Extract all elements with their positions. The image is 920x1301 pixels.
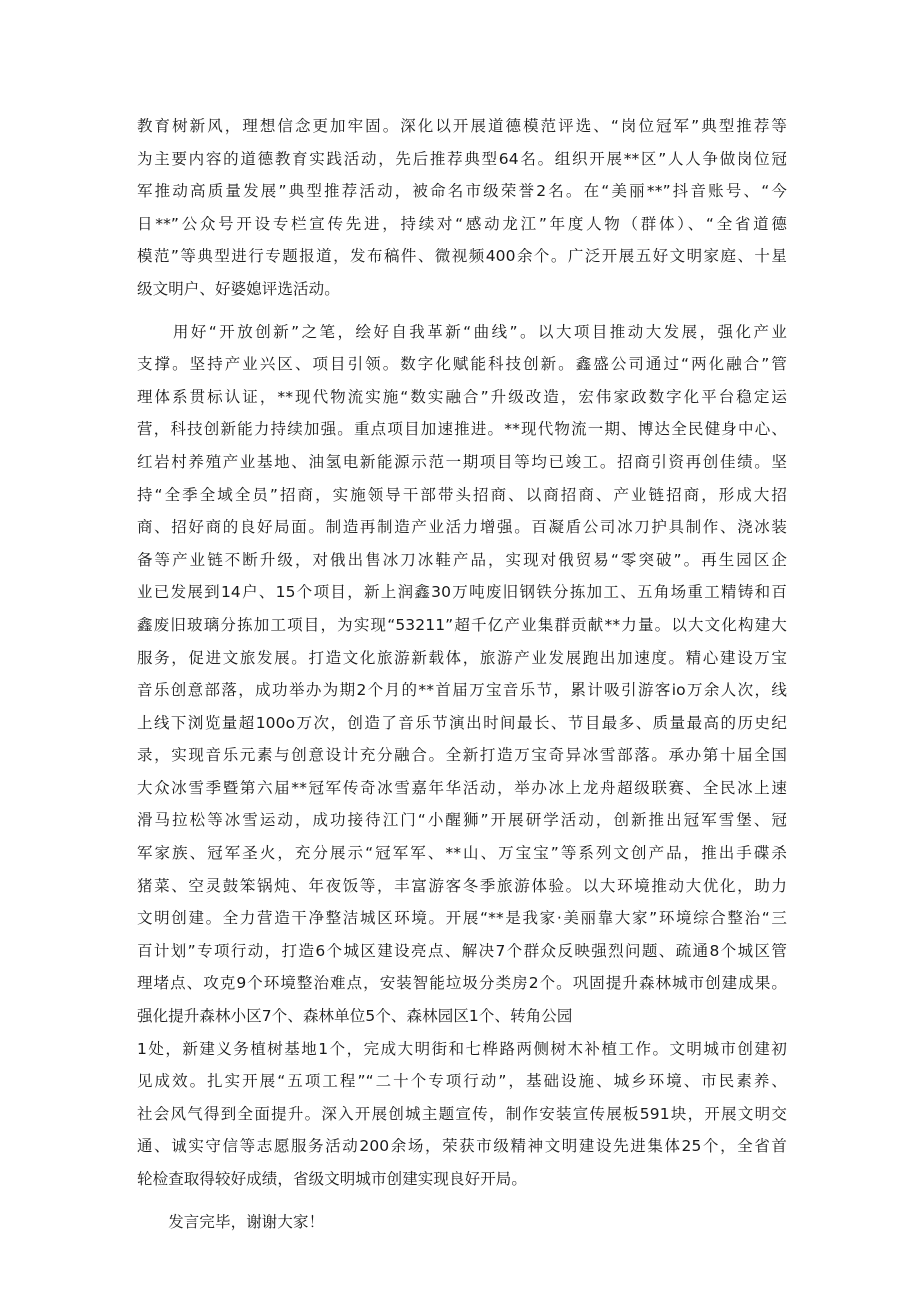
paragraph — [137, 1206, 787, 1239]
text-line: 教育树新风，理想信念更加牢固。深化以开展道德模范评选、“岗位冠军”典型推荐等 — [137, 117, 787, 135]
text-line: 支撑。坚持产业兴区、项目引领。数字化赋能科技创新。鑫盛公司通过“两化融合”管 — [137, 355, 787, 374]
text-line: 营，科技创新能力持续加强。重点项目加速推进。**现代物流一期、博达全民健身中心、 — [137, 420, 787, 439]
text-line: 理堵点、攻克9个环境整治难点，安装智能垃圾分类房2个。巩固提升森林城市创建成果。 — [137, 974, 787, 993]
text-line: 模范”等典型进行专题报道，发布稿件、微视频400余个。广泛开展五好文明家庭、十星 — [137, 247, 787, 266]
text-line: 红岩村养殖产业基地、油氢电新能源示范一期项目等均已竣工。招商引资再创佳绩。坚 — [137, 452, 787, 471]
text-line: 通、诚实守信等志愿服务活动200余场，荣获市级精神文明建设先进集体25个，全省首 — [137, 1137, 787, 1156]
text-line: 上线下浏览量超100o万次，创造了音乐节演出时间最长、节目最多、质量最高的历史纪 — [137, 713, 787, 732]
text-line: 服务，促进文旅发展。打造文化旅游新载体，旅游产业发展跑出加速度。精心建设万宝 — [137, 648, 787, 667]
text-line: 录，实现音乐元素与创意设计充分融合。全新打造万宝奇异冰雪部落。承办第十届全国 — [137, 746, 787, 765]
paragraph-gap — [137, 1196, 787, 1206]
paragraph — [137, 316, 787, 1196]
text-line: 发言完毕，谢谢大家！ — [137, 1212, 325, 1231]
document-body — [137, 110, 787, 1238]
text-line: 级文明户、好婆媳评选活动。 — [137, 279, 340, 298]
text-line: 业已发展到14户、15个项目，新上润鑫30万吨废旧钢铁分拣加工、五角场重工精铸和百 — [137, 583, 787, 602]
paragraph — [137, 110, 787, 306]
text-line: 备等产业链不断升级，对俄出售冰刀冰鞋产品，实现对俄贸易“零突破”。再生园区企 — [137, 550, 787, 569]
text-line: 百计划”专项行动，打造6个城区建设亮点、解决7个群众反映强烈问题、疏通8个城区管 — [137, 941, 787, 960]
text-line: 1处，新建义务植树基地1个，完成大明街和七桦路两侧树木补植工作。文明城市创建初 — [137, 1039, 787, 1058]
text-line: 用好“开放创新”之笔，绘好自我革新“曲线”。以大项目推动大发展，强化产业 — [137, 322, 787, 341]
text-line: 滑马拉松等冰雪运动，成功接待江门“小醒狮”开展研学活动，创新推出冠军雪堡、冠 — [137, 811, 787, 830]
text-line: 强化提升森林小区7个、森林单位5个、森林园区1个、转角公园 — [137, 1007, 573, 1026]
text-line: 文明创建。全力营造干净整洁城区环境。开展“**是我家·美丽靠大家”环境综合整治“三 — [137, 909, 787, 928]
text-line: 鑫废旧玻璃分拣加工项目，为实现“53211”超千亿产业集群贡献**力量。以大文化构建大 — [137, 615, 787, 634]
text-line: 持“全季全域全员”招商，实施领导干部带头招商、以商招商、产业链招商，形成大招 — [137, 485, 787, 504]
text-line: 军推动高质量发展”典型推荐活动，被命名市级荣誉2名。在“美丽**”抖音账号、“今 — [137, 182, 787, 201]
text-line: 音乐创意部落，成功举办为期2个月的**首届万宝音乐节，累计吸引游客io万余人次，线 — [137, 681, 787, 700]
text-line: 理体系贯标认证，**现代物流实施“数实融合”升级改造，宏伟家政数字化平台稳定运 — [137, 387, 787, 406]
text-line: 日**”公众号开设专栏宣传先进，持续对“感动龙江”年度人物（群体）、“全省道德 — [137, 214, 787, 233]
text-line: 为主要内容的道德教育实践活动，先后推荐典型64名。组织开展**区”人人争做岗位冠 — [137, 149, 787, 168]
text-line: 军家族、冠军圣火，充分展示“冠军军、**山、万宝宝”等系列文创产品，推出手碟杀 — [137, 844, 787, 863]
text-line: 轮检查取得较好成绩，省级文明城市创建实现良好开局。 — [137, 1170, 528, 1188]
text-line: 社会风气得到全面提升。深入开展创城主题宣传，制作安装宣传展板591块，开展文明交 — [137, 1104, 787, 1123]
text-line: 商、招好商的良好局面。制造再制造产业活力增强。百凝盾公司冰刀护具制作、浇冰装 — [137, 518, 787, 537]
text-line: 大众冰雪季暨第六届**冠军传奇冰雪嘉年华活动，举办冰上龙舟超级联赛、全民冰上速 — [137, 778, 787, 797]
text-line: 见成效。扎实开展“五项工程”“二十个专项行动”，基础设施、城乡环境、市民素养、 — [137, 1072, 787, 1091]
text-line: 猪菜、空灵鼓笨锅炖、年夜饭等，丰富游客冬季旅游体验。以大环境推动大优化，助力 — [137, 876, 787, 895]
paragraph-gap — [137, 306, 787, 316]
